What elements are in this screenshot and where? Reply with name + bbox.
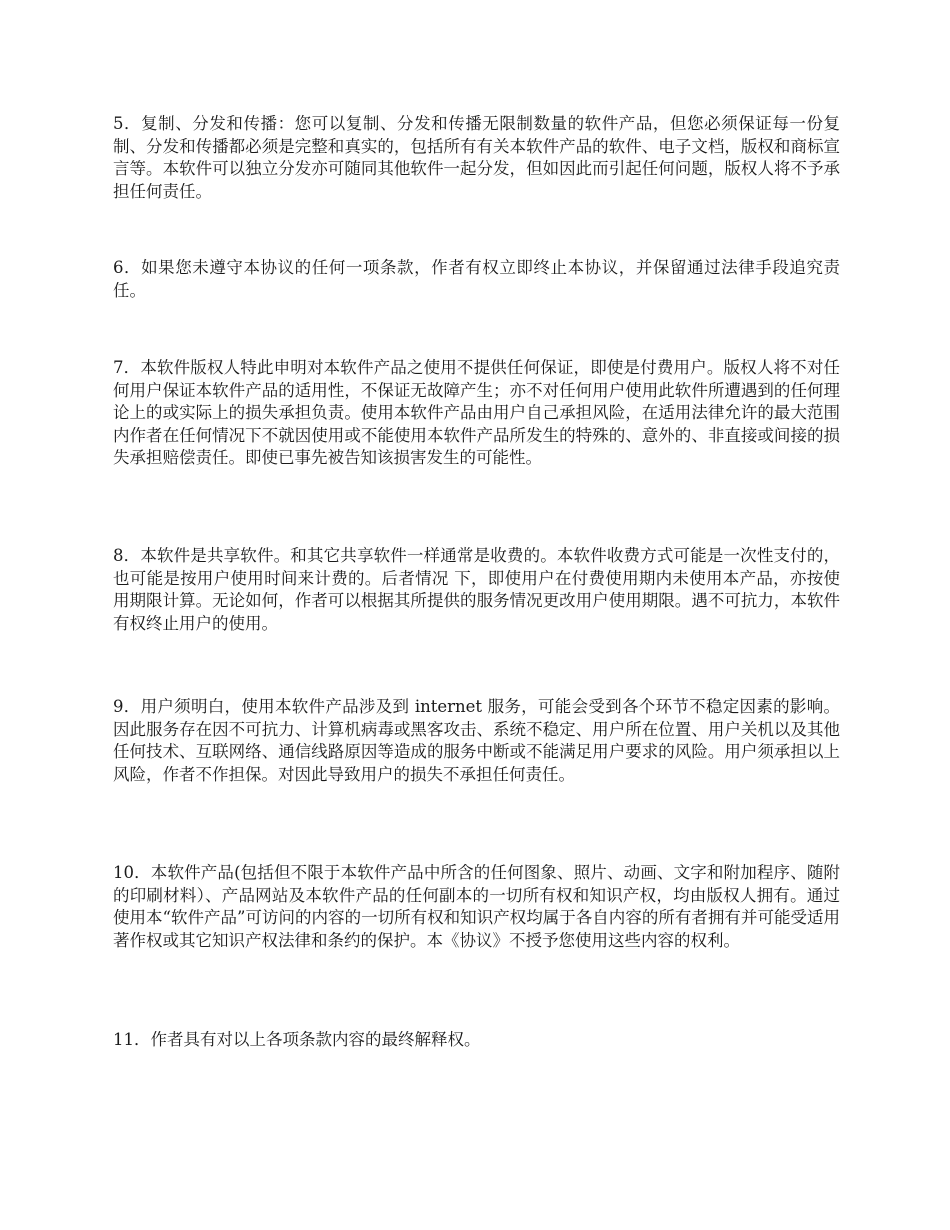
clause-10-paragraph: 10．本软件产品(包括但不限于本软件产品中所含的任何图象、照片、动画、文字和附加程序、随附的印刷材料）、产品网站及本软件产品的任何副本的一切所有权和知识产权，均由版权人拥有。通过使用本“软件产品”可访问的内容的一切所有权和知识产权均属于各自内容的所有者拥有并可能受适用著作权或其它知识产权法律和条约的保护。本《协议》不授予您使用这些内容的权利。: [113, 863, 840, 950]
clause-8-paragraph: 8．本软件是共享软件。和其它共享软件一样通常是收费的。本软件收费方式可能是一次性支付的，也可能是按用户使用时间来计费的。后者情况 下，即使用户在付费使用期内未使用本产品，亦按使用期限计算。无论如何，作者可以根据其所提供的服务情况更改用户使用期限。遇不可抗力，本软件有权终止用户的使用。: [113, 546, 840, 633]
clause-5-paragraph: 5．复制、分发和传播：您可以复制、分发和传播无限制数量的软件产品，但您必须保证每一份复制、分发和传播都必须是完整和真实的，包括所有有关本软件产品的软件、电子文档，版权和商标宣言等。本软件可以独立分发亦可随同其他软件一起分发，但如因此而引起任何问题，版权人将不予承担任何责任。: [113, 114, 840, 201]
clause-9-paragraph: 9．用户须明白，使用本软件产品涉及到 internet 服务，可能会受到各个环节不稳定因素的影响。因此服务存在因不可抗力、计算机病毒或黑客攻击、系统不稳定、用户所在位置、用户关机以及其他任何技术、互联网络、通信线路原因等造成的服务中断或不能满足用户要求的风险。用户须承担以上风险，作者不作担保。对因此导致用户的损失不承担任何责任。: [113, 697, 840, 784]
clause-6-paragraph: 6．如果您未遵守本协议的任何一项条款，作者有权立即终止本协议，并保留通过法律手段追究责任。: [113, 258, 840, 300]
clause-11-paragraph: 11．作者具有对以上各项条款内容的最终解释权。: [113, 1030, 481, 1049]
clause-7-paragraph: 7．本软件版权人特此申明对本软件产品之使用不提供任何保证，即使是付费用户。版权人将不对任何用户保证本软件产品的适用性，不保证无故障产生；亦不对任何用户使用此软件所遭遇到的任何理论上的或实际上的损失承担负责。使用本软件产品由用户自己承担风险，在适用法律允许的最大范围内作者在任何情况下不就因使用或不能使用本软件产品所发生的特殊的、意外的、非直接或间接的损失承担赔偿责任。即使已事先被告知该损害发生的可能性。: [113, 358, 840, 467]
